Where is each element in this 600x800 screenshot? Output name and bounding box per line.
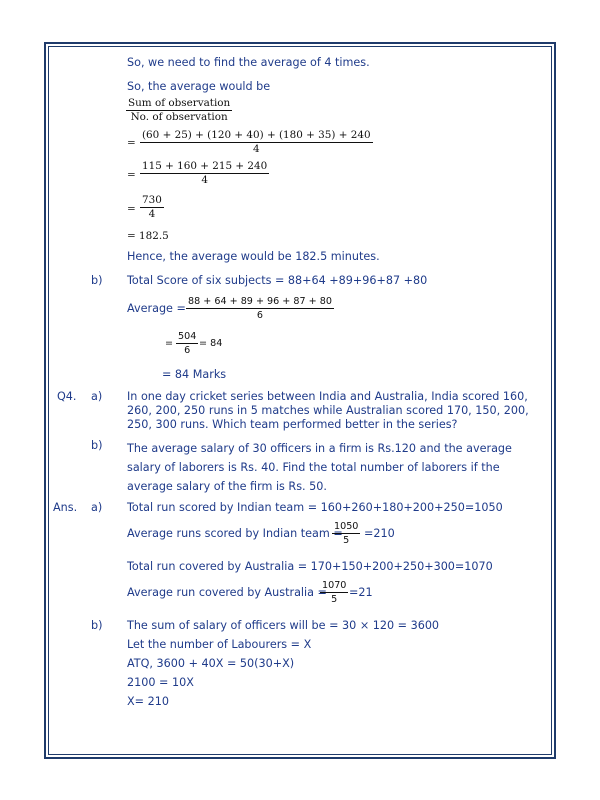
text-line: Average = <box>127 302 186 315</box>
fraction-numerator: 115 + 160 + 215 + 240 <box>142 160 268 172</box>
text-line: So, the average would be <box>127 80 271 93</box>
equals-sign: = <box>127 137 136 149</box>
fraction-aus-avg <box>320 579 348 606</box>
item-label: b) <box>91 274 103 287</box>
item-label: b) <box>91 439 103 452</box>
equals-sign: = <box>165 338 174 349</box>
question-text: The average salary of 30 officers in a firm is Rs.120 and the average salary of laborers is Rs. 40. Find the total number of laborers if the average salary of the firm is Rs. 50. <box>127 442 512 493</box>
item-label: a) <box>91 501 103 514</box>
text-line: Total Score of six subjects = 88+64 +89+96+87 +80 <box>127 274 428 287</box>
text-line: Total run scored by Indian team = 160+260+180+200+250=1050 <box>127 501 503 514</box>
fraction-numerator: 730 <box>142 194 162 206</box>
fraction-denominator: 5 <box>331 594 338 605</box>
fraction-eq3 <box>140 194 164 221</box>
equals-sign: = <box>127 203 136 215</box>
item-label: a) <box>91 390 103 403</box>
result-value: =210 <box>364 527 395 540</box>
result-value: =21 <box>349 586 373 599</box>
question-number: Q4. <box>57 390 77 403</box>
fraction-numerator: (60 + 25) + (120 + 40) + (180 + 35) + 240 <box>142 129 371 141</box>
fraction-b1 <box>186 295 334 322</box>
text-line: Average runs scored by Indian team = <box>127 527 343 540</box>
text-line: 2100 = 10X <box>127 676 194 689</box>
fraction-numerator: 88 + 64 + 89 + 96 + 87 + 80 <box>188 296 332 307</box>
fraction-numerator: 504 <box>178 331 197 342</box>
text-line: = 84 Marks <box>162 368 227 381</box>
fraction-sum-over-count <box>126 97 232 124</box>
result-line: = 182.5 <box>127 230 169 242</box>
fraction-numerator: 1070 <box>322 580 347 591</box>
text-line: Let the number of Labourers = X <box>127 638 312 651</box>
item-label: b) <box>91 619 103 632</box>
fraction-denominator: 4 <box>148 208 156 220</box>
fraction-numerator: Sum of observation <box>128 97 231 109</box>
fraction-denominator: 4 <box>252 143 260 155</box>
text-line: The sum of salary of officers will be = 30 × 120 = 3600 <box>127 619 440 632</box>
result-value: = 84 <box>199 338 223 349</box>
fraction-denominator: 6 <box>184 345 191 356</box>
question-text: In one day cricket series between India and Australia, India scored 160, 260, 200, 250 runs in 5 matches while Australian scored 170, 150, 200, 250, 300 runs. Which team performed better in the series? <box>127 390 529 431</box>
text-line: Hence, the average would be 182.5 minutes. <box>127 250 380 263</box>
fraction-denominator: 6 <box>256 310 264 321</box>
text-line: So, we need to find the average of 4 times. <box>127 56 370 69</box>
fraction-india-avg <box>332 520 360 547</box>
fraction-denominator: 4 <box>201 174 208 186</box>
fraction-eq2 <box>140 160 269 187</box>
text-line: X= 210 <box>127 695 169 708</box>
equals-sign: = <box>127 169 136 181</box>
text-line: Average run covered by Australia = <box>127 586 327 599</box>
fraction-eq1 <box>140 129 373 156</box>
text-line: ATQ, 3600 + 40X = 50(30+X) <box>127 657 295 670</box>
answer-label: Ans. <box>53 501 78 514</box>
fraction-b1-simplified <box>176 330 198 357</box>
fraction-numerator: 1050 <box>334 521 359 532</box>
text-line: Total run covered by Australia = 170+150+200+250+300=1070 <box>127 560 493 573</box>
fraction-denominator: 5 <box>343 535 350 546</box>
fraction-denominator: No. of observation <box>130 111 228 123</box>
